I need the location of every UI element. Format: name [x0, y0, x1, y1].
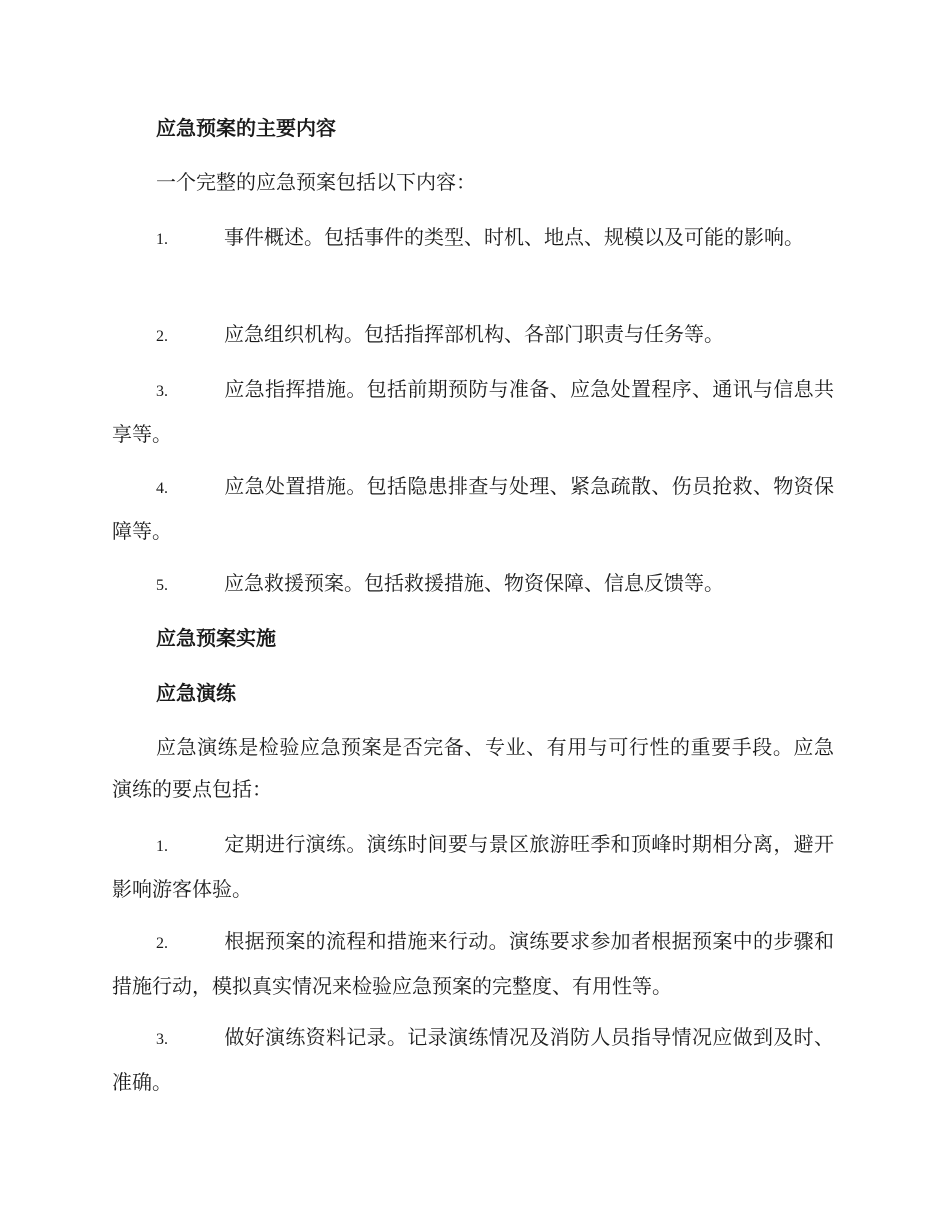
- list-item-text: 根据预案的流程和措施来行动。演练要求参加者根据预案中的步骤和措施行动，模拟真实情况来检验应急预案的完整度、有用性等。: [112, 929, 834, 998]
- list-item-text: 应急指挥措施。包括前期预防与准备、应急处置程序、通讯与信息共享等。: [112, 377, 834, 446]
- list-item-number: 2.: [156, 935, 168, 952]
- list-item-text: 做好演练资料记录。记录演练情况及消防人员指导情况应做到及时、准确。: [112, 1025, 834, 1094]
- list-item-number: 3.: [156, 383, 168, 400]
- list-item-text: 应急救援预案。包括救援措施、物资保障、信息反馈等。: [224, 571, 724, 595]
- list-item-text: 事件概述。包括事件的类型、时机、地点、规模以及可能的影响。: [224, 225, 804, 249]
- list-item-number: 5.: [156, 577, 168, 594]
- list-item: [112, 313, 834, 358]
- section-heading-drill: 应急演练: [156, 681, 236, 705]
- intro-paragraph: 一个完整的应急预案包括以下内容：: [156, 170, 476, 194]
- list-item-text: 应急处置措施。包括隐患排查与处理、紧急疏散、伤员抢救、物资保障等。: [112, 474, 834, 543]
- list-item-number: 1.: [156, 838, 168, 855]
- list-item: [112, 216, 834, 261]
- list-item: [112, 562, 834, 607]
- list-item-number: 4.: [156, 480, 168, 497]
- section-heading-implementation: 应急预案实施: [156, 626, 276, 650]
- list-item: [112, 1016, 834, 1103]
- drill-intro-paragraph: 应急演练是检验应急预案是否完备、专业、有用与可行性的重要手段。应急演练的要点包括：: [112, 735, 834, 801]
- list-item-number: 1.: [156, 231, 168, 248]
- section-heading-main-content: 应急预案的主要内容: [156, 116, 336, 140]
- list-item-text: 应急组织机构。包括指挥部机构、各部门职责与任务等。: [224, 322, 724, 346]
- list-item: [112, 823, 834, 910]
- list-item-number: 3.: [156, 1031, 168, 1048]
- list-item: [112, 368, 834, 455]
- list-item: [112, 920, 834, 1007]
- list-item-number: 2.: [156, 328, 168, 345]
- list-item: [112, 465, 834, 552]
- list-item-text: 定期进行演练。演练时间要与景区旅游旺季和顶峰时期相分离，避开影响游客体验。: [112, 832, 834, 901]
